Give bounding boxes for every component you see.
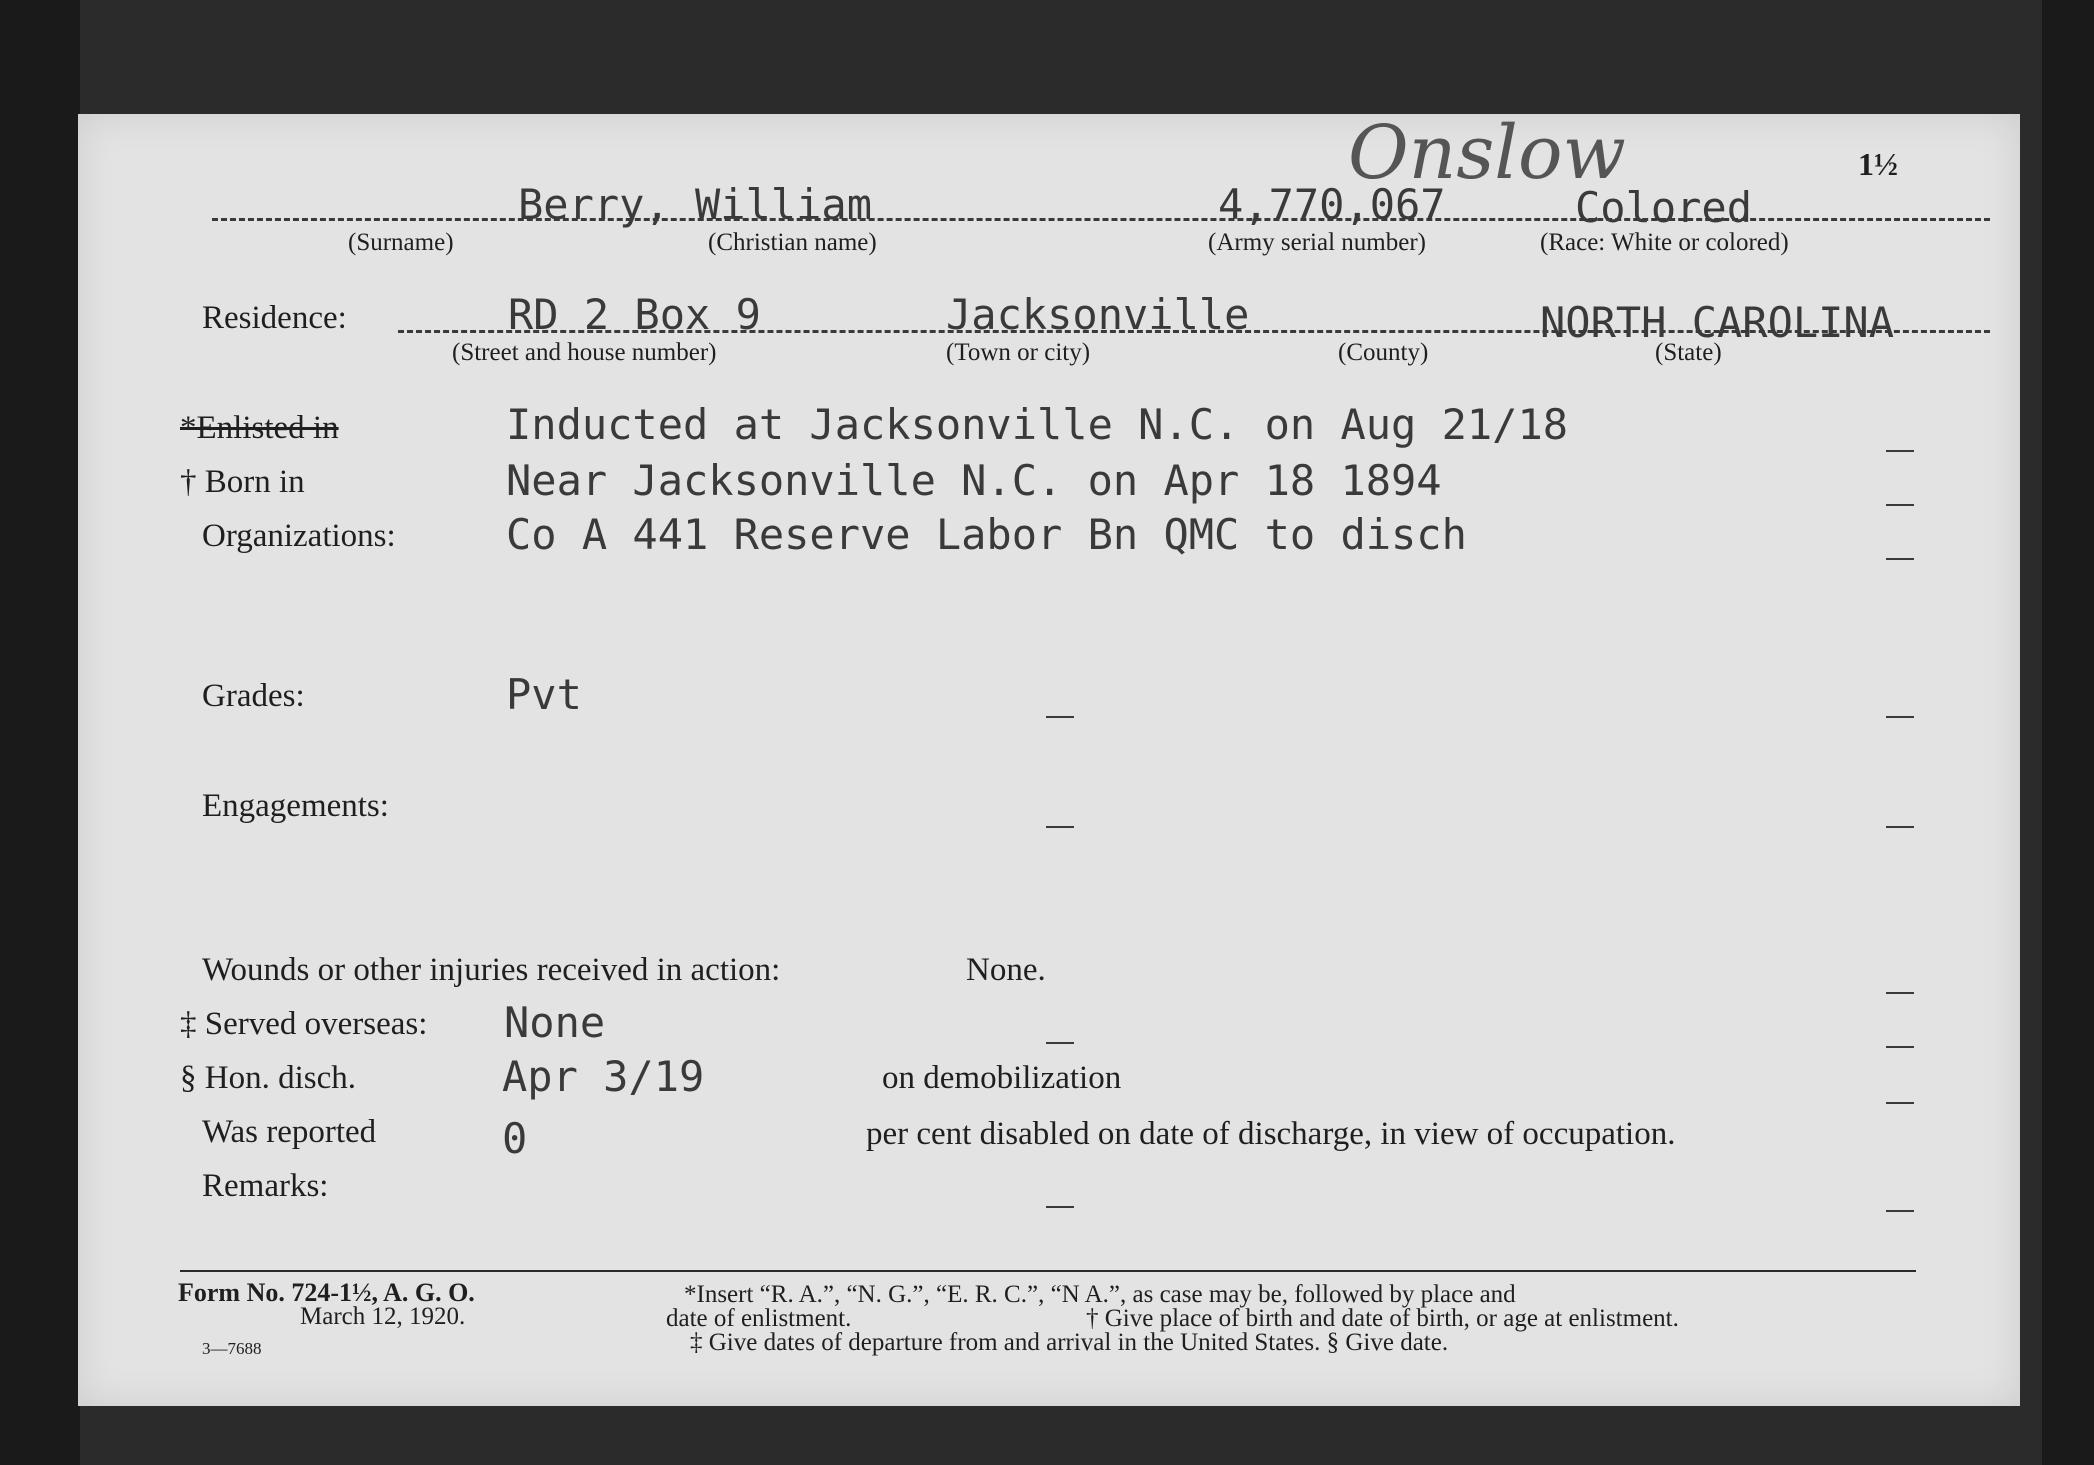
residence-label: Residence: [202, 300, 347, 336]
overseas-label: ‡ Served overseas: [180, 1006, 428, 1042]
hon-disch-dash [1886, 1102, 1914, 1104]
grades-dash-right [1886, 716, 1914, 718]
form-number: Form No. 724-1½, A. G. O. [178, 1278, 475, 1307]
wounds-label: Wounds or other injuries received in action: [202, 952, 781, 988]
footer-rule [180, 1270, 1916, 1272]
county-caption: (County) [1338, 339, 1429, 366]
race-caption: (Race: White or colored) [1540, 229, 1789, 256]
race-value: Colored [1575, 183, 1753, 232]
reported-label: Was reported [202, 1114, 377, 1150]
handwritten-county: Onslow [1348, 110, 1626, 196]
organizations-dash [1886, 558, 1914, 560]
record-card [78, 110, 2020, 1406]
state-caption: (State) [1655, 339, 1722, 366]
footnote-enlisted-cont: date of enlistment. [666, 1305, 852, 1332]
hon-disch-suffix: on demobilization [882, 1060, 1122, 1096]
footnote-overseas: ‡ Give dates of departure from and arrival in the United States. § Give date. [690, 1329, 1449, 1356]
overseas-value: None [504, 998, 606, 1047]
residence-town: Jacksonville [946, 290, 1250, 339]
print-code: 3—7688 [202, 1339, 262, 1358]
christian-name-caption: (Christian name) [708, 229, 877, 256]
footnote-born: † Give place of birth and date of birth, or age at enlistment. [1086, 1305, 1679, 1332]
overseas-dash-mid [1046, 1042, 1074, 1044]
town-caption: (Town or city) [946, 339, 1091, 366]
organizations-value: Co A 441 Reserve Labor Bn QMC to disch [506, 510, 1467, 559]
residence-state: NORTH CAROLINA [1540, 298, 1895, 347]
form-date: March 12, 1920. [300, 1303, 466, 1330]
engagements-dash-mid [1046, 826, 1074, 828]
name-value: Berry, William [518, 180, 873, 229]
hon-disch-value: Apr 3/19 [502, 1052, 705, 1101]
residence-street: RD 2 Box 9 [508, 290, 761, 339]
scanner-background-right [2042, 0, 2094, 1465]
serial-caption: (Army serial number) [1208, 229, 1426, 256]
reported-suffix: per cent disabled on date of discharge, in view of occupation. [866, 1116, 1676, 1152]
organizations-label: Organizations: [202, 518, 396, 554]
remarks-dash-right [1886, 1210, 1914, 1212]
serial-value: 4,770,067 [1218, 180, 1446, 229]
enlisted-value: Inducted at Jacksonville N.C. on Aug 21/18 [506, 400, 1569, 449]
wounds-dash [1886, 992, 1914, 994]
enlisted-label: *Enlisted in [180, 410, 339, 446]
grades-dash-mid [1046, 716, 1074, 718]
born-dash [1886, 504, 1914, 506]
wounds-value: None. [966, 952, 1046, 988]
engagements-label: Engagements: [202, 788, 389, 824]
grades-value: Pvt [506, 670, 582, 719]
page-number: 1½ [1858, 146, 1898, 182]
enlisted-dash [1886, 450, 1914, 452]
reported-value: 0 [502, 1114, 528, 1163]
born-label: † Born in [180, 464, 305, 500]
street-caption: (Street and house number) [452, 339, 717, 366]
scanner-background-left [0, 0, 80, 1465]
footnote-enlisted: *Insert “R. A.”, “N. G.”, “E. R. C.”, “N A.”, as case may be, followed by place and [684, 1281, 1516, 1308]
hon-disch-label: § Hon. disch. [180, 1060, 356, 1096]
born-value: Near Jacksonville N.C. on Apr 18 1894 [506, 456, 1442, 505]
engagements-dash-right [1886, 826, 1914, 828]
surname-caption: (Surname) [348, 229, 454, 256]
grades-label: Grades: [202, 678, 305, 714]
remarks-dash-mid [1046, 1206, 1074, 1208]
overseas-dash-right [1886, 1046, 1914, 1048]
remarks-label: Remarks: [202, 1168, 329, 1204]
